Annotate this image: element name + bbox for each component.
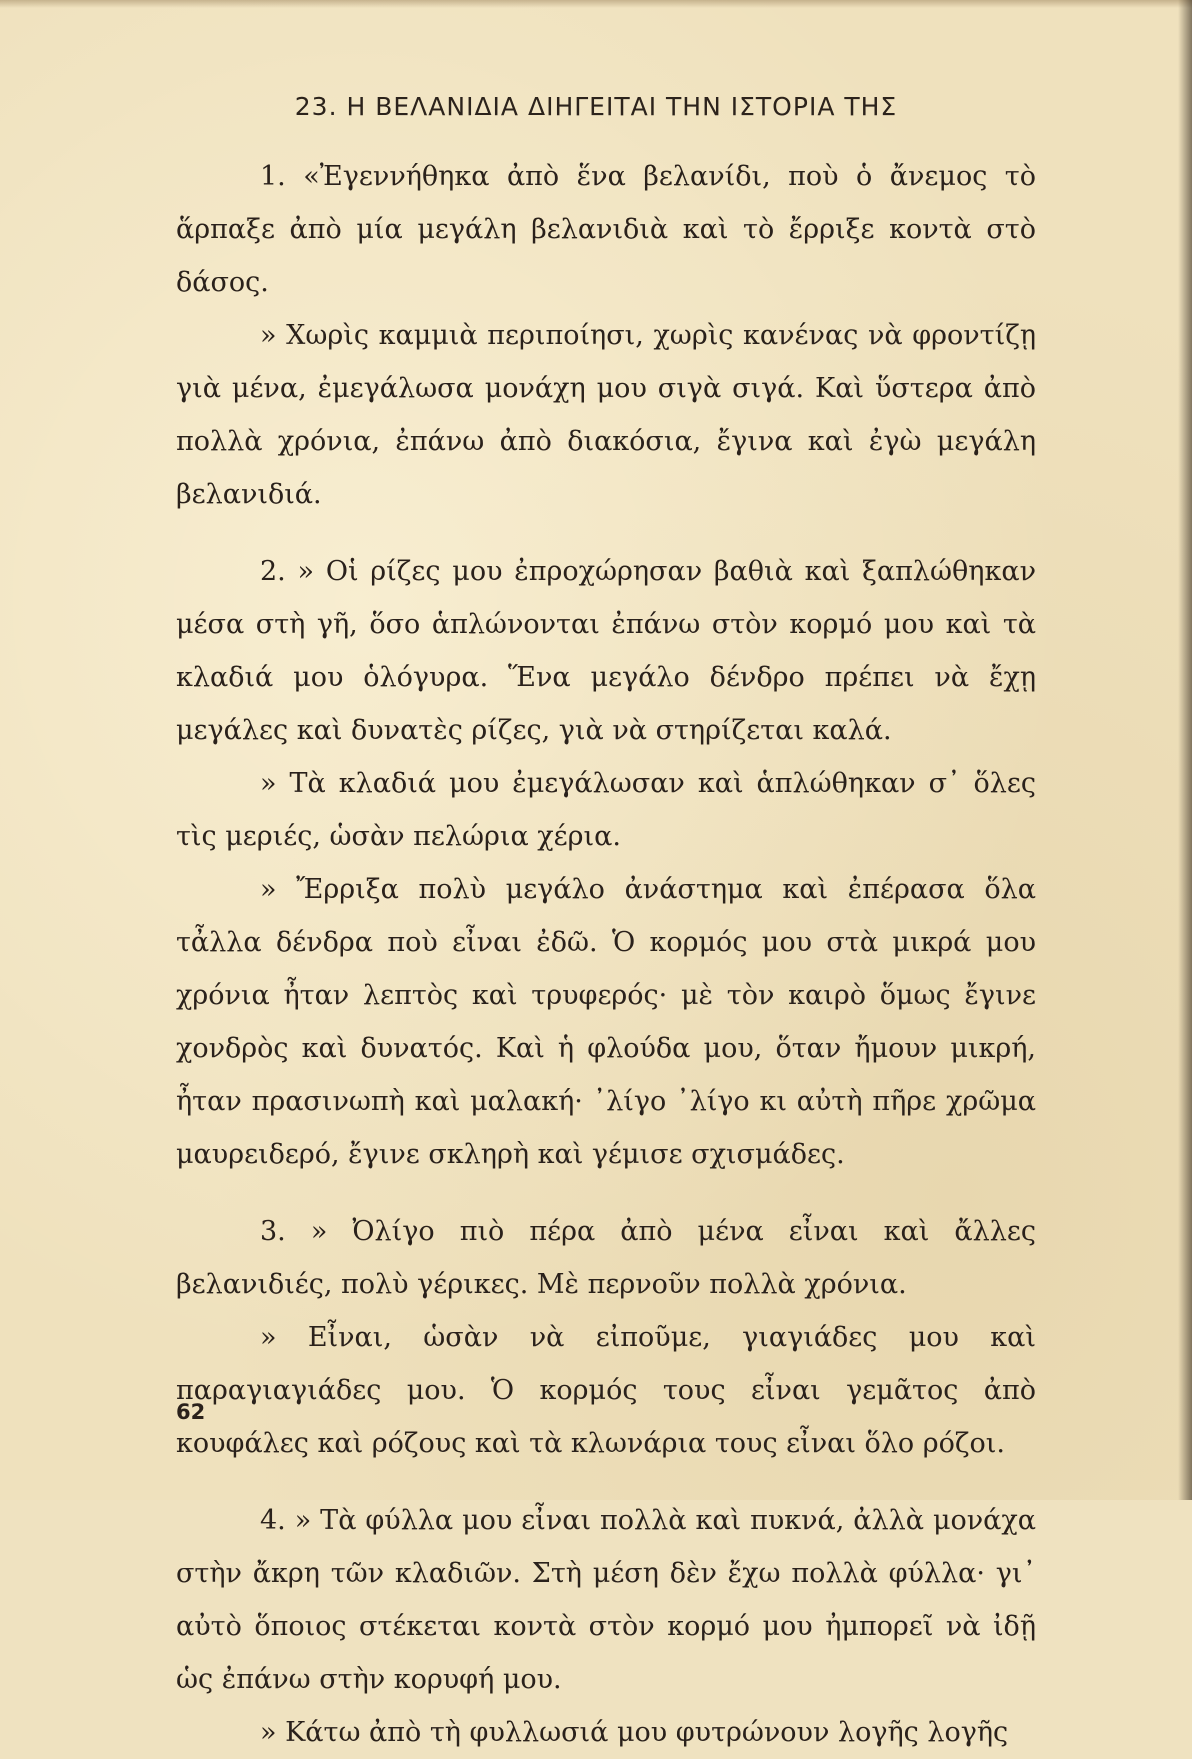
- paragraph-3b: » Εἶναι, ὡσὰν νὰ εἰποῦμε, γιαγιάδες μου καὶ παραγιαγιάδες μου. Ὁ κορμός τους εἶναι γεμᾶτος ἀπὸ κουφάλες καὶ ρόζους καὶ τὰ κλωνάρια τους εἶναι ὅλο ρόζοι.: [176, 1322, 1036, 1459]
- page-number: 62: [176, 1400, 206, 1424]
- chapter-title: 23. Η ΒΕΛΑΝΙΔΙΑ ΔΙΗΓΕΙΤΑΙ ΤΗΝ ΙΣΤΟΡΙΑ ΤΗΣ: [294, 92, 898, 121]
- paragraph-1: 1. «Ἐγεννήθηκα ἀπὸ ἕνα βελανίδι, ποὺ ὁ ἄνεμος τὸ ἅρπαξε ἀπὸ μία μεγάλη βελανιδιὰ καὶ τὸ ἔρριξε κοντὰ στὸ δάσος.: [176, 161, 1036, 298]
- paragraph-2b: » Τὰ κλαδιά μου ἐμεγάλωσαν καὶ ἁπλώθηκαν σ᾽ ὅλες τὶς μεριές, ὡσὰν πελώρια χέρια.: [176, 768, 1036, 852]
- paragraph-1b: » Χωρὶς καμμιὰ περιποίησι, χωρὶς κανένας νὰ φροντίζῃ γιὰ μένα, ἐμεγάλωσα μονάχη μου σιγὰ σιγά. Καὶ ὕστερα ἀπὸ πολλὰ χρόνια, ἐπάνω ἀπὸ διακόσια, ἔγινα καὶ ἐγὼ μεγάλη βελανιδιά.: [176, 320, 1036, 510]
- paragraph-3: 3. » Ὀλίγο πιὸ πέρα ἀπὸ μένα εἶναι καὶ ἄλλες βελανιδιές, πολὺ γέρικες. Μὲ περνοῦν πολλὰ χρόνια.: [176, 1216, 1036, 1300]
- paragraph-4b: » Κάτω ἀπὸ τὴ φυλλωσιά μου φυτρώνουν λογῆς λογῆς: [260, 1717, 1009, 1748]
- paragraph-2: 2. » Οἱ ρίζες μου ἐπροχώρησαν βαθιὰ καὶ ξαπλώθηκαν μέσα στὴ γῆ, ὅσο ἁπλώνονται ἐπάνω στὸν κορμό μου καὶ τὰ κλαδιά μου ὁλόγυρα. Ἕνα μεγάλο δένδρο πρέπει νὰ ἔχῃ μεγάλες καὶ δυνατὲς ρίζες, γιὰ νὰ στηρίζεται καλά.: [176, 556, 1036, 746]
- page-top-shadow: [0, 0, 1192, 8]
- body-text: [176, 150, 1036, 1759]
- paragraph-4: 4. » Τὰ φύλλα μου εἶναι πολλὰ καὶ πυκνά, ἀλλὰ μονάχα στὴν ἄκρη τῶν κλαδιῶν. Στὴ μέση δὲν ἔχω πολλὰ φύλλα· γι᾽ αὐτὸ ὅποιος στέκεται κοντὰ στὸν κορμό μου ἠμπορεῖ νὰ ἰδῇ ὡς ἐπάνω στὴν κορυφή μου.: [176, 1505, 1036, 1695]
- page-binding-edge: [1178, 0, 1192, 1500]
- paragraph-2c: » Ἔρριξα πολὺ μεγάλο ἀνάστημα καὶ ἐπέρασα ὅλα τἆλλα δένδρα ποὺ εἶναι ἐδῶ. Ὁ κορμός μου στὰ μικρά μου χρόνια ἦταν λεπτὸς καὶ τρυφερός· μὲ τὸν καιρὸ ὅμως ἔγινε χονδρὸς καὶ δυνατός. Καὶ ἡ φλούδα μου, ὅταν ἤμουν μικρή, ἦταν πρασινωπὴ καὶ μαλακή· ᾽λίγο ᾽λίγο κι αὐτὴ πῆρε χρῶμα μαυρειδερό, ἔγινε σκληρὴ καὶ γέμισε σχισμάδες.: [176, 874, 1036, 1170]
